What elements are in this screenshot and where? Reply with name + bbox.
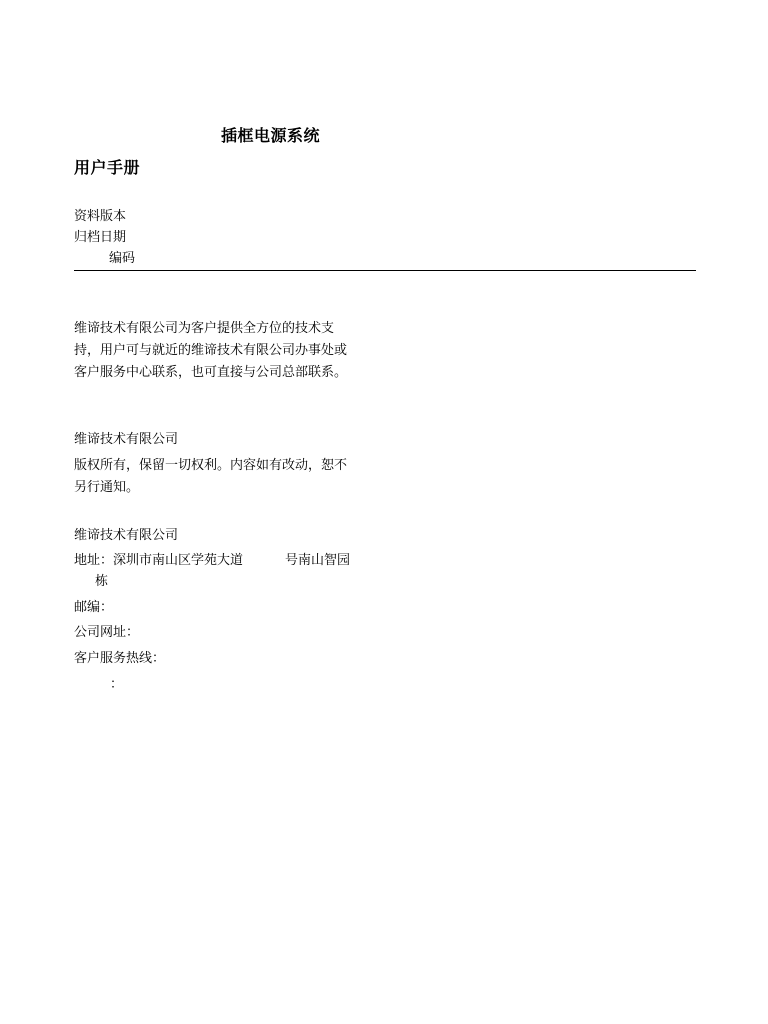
code-label: 编码 [109, 251, 136, 266]
trailing-colon: ： [110, 677, 124, 692]
document-subtitle: 用户手册 [74, 158, 141, 177]
contact-company: 维谛技术有限公司 [74, 528, 179, 543]
support-paragraph: 维谛技术有限公司为客户提供全方位的技术支持，用户可与就近的维谛技术有限公司办事处或客户服务中心联系，也可直接与公司总部联系。 [74, 321, 348, 380]
archive-date-label: 归档日期 [74, 230, 127, 245]
postcode-label: 邮编： [74, 600, 114, 615]
address-label: 地址：深圳市南山区学苑大道 [74, 553, 244, 568]
copyright-company: 维谛技术有限公司 [74, 432, 179, 447]
copyright-notice: 版权所有，保留一切权利。内容如有改动，恕不另行通知。 [74, 458, 348, 495]
version-label: 资料版本 [74, 209, 127, 224]
address-wrap: 栋 [95, 574, 109, 589]
website-label: 公司网址： [74, 625, 140, 640]
header-divider [74, 270, 696, 271]
hotline-label: 客户服务热线： [74, 651, 166, 666]
address-building: 号南山智园 [285, 553, 351, 568]
document-title: 插框电源系统 [221, 126, 321, 145]
